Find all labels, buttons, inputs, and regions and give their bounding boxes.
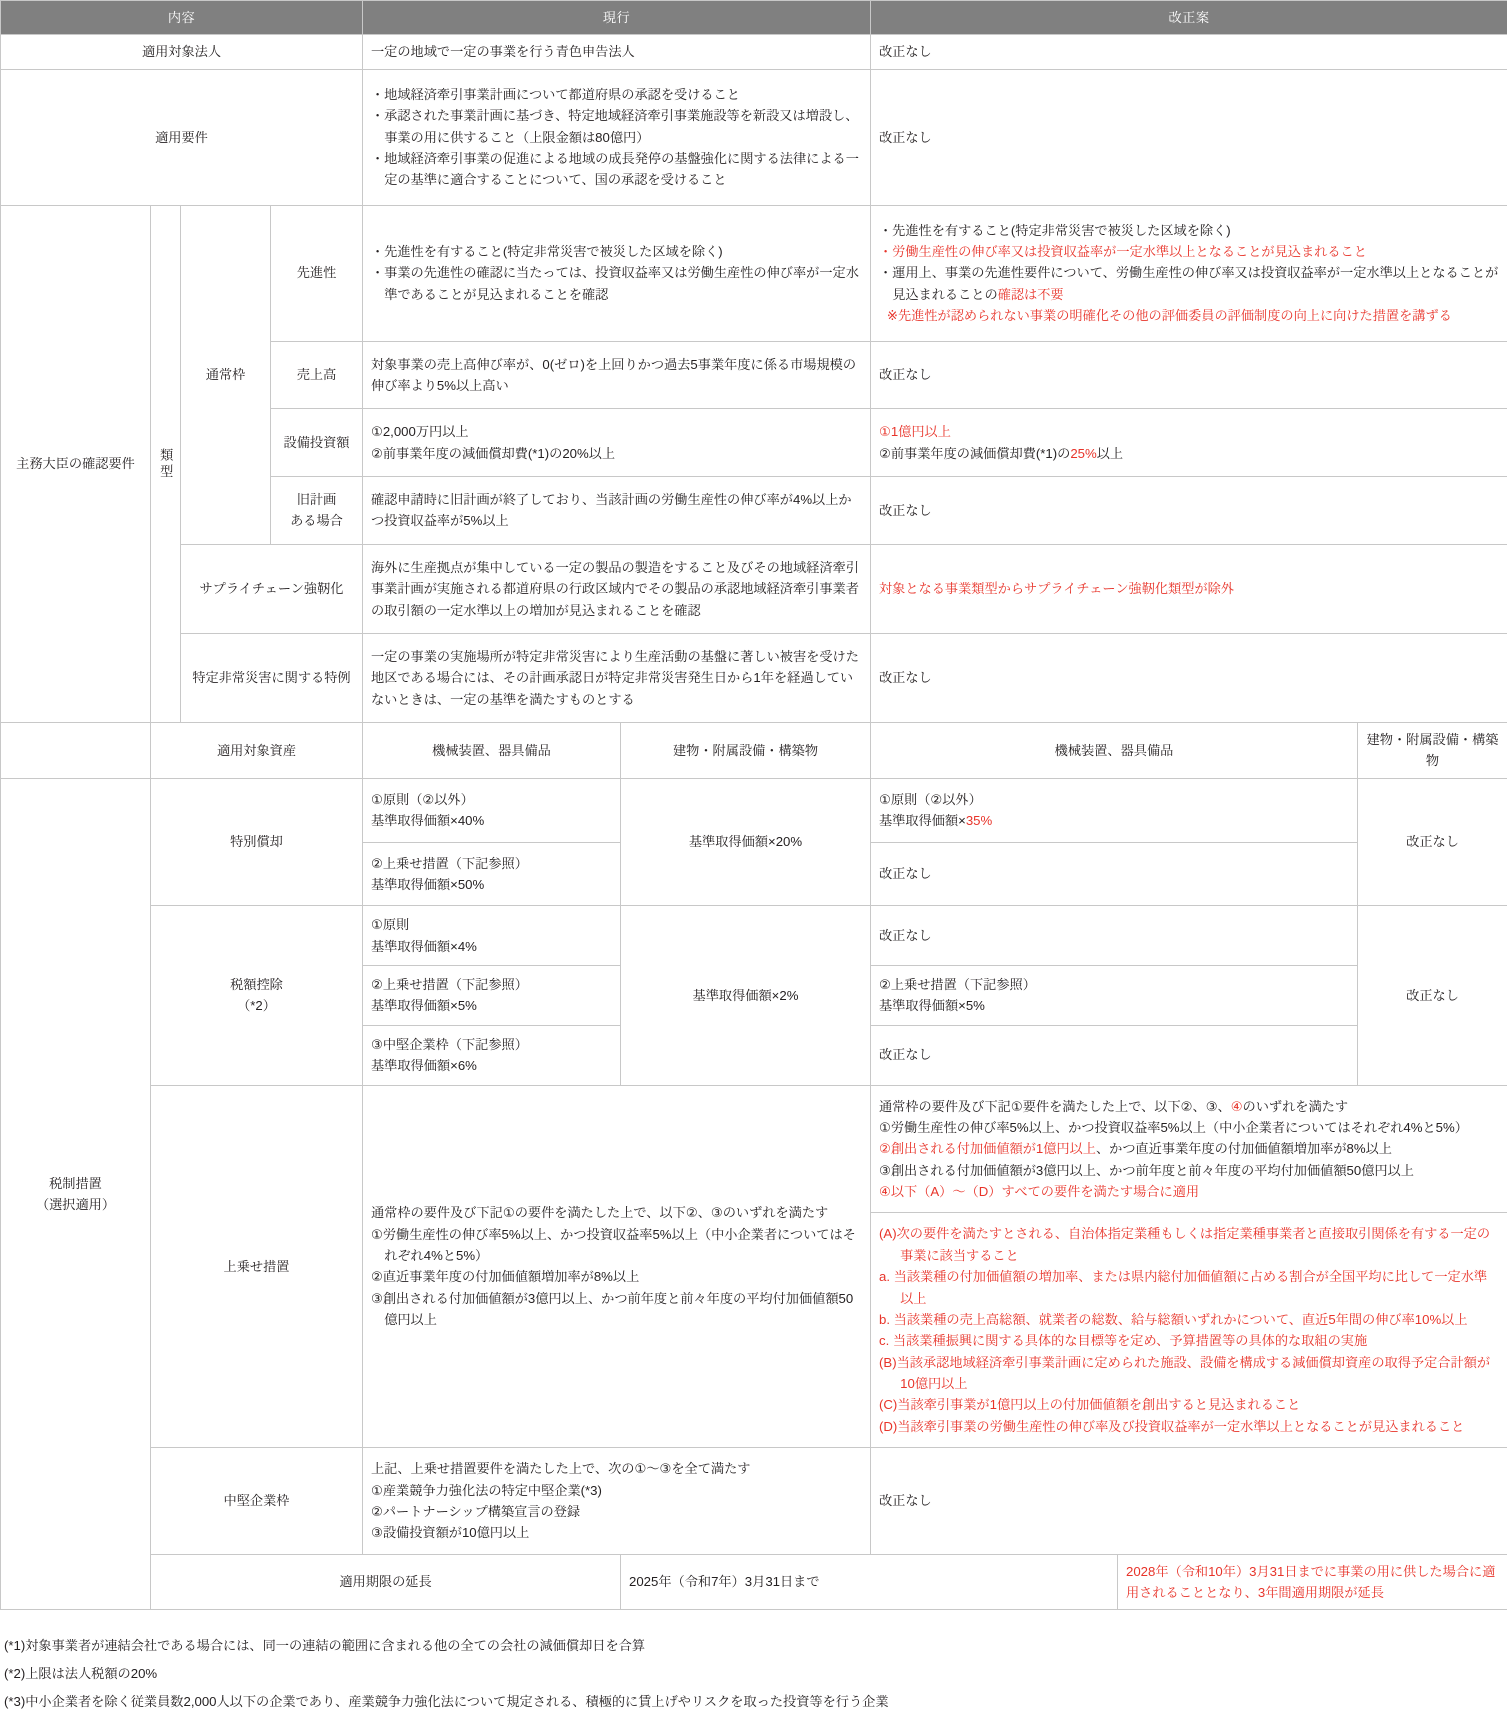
label-special-depreciation: 特別償却: [151, 778, 363, 906]
row-applicable-corporation: [1, 35, 1507, 69]
footnotes: [4, 1632, 1507, 1715]
tc-cur-m-4: 基準取得価額×5%: [371, 995, 612, 1016]
current-special-dep-machinery-2: [363, 842, 621, 906]
bm-prop-3b: 、かつ直近事業年度の付加価値額増加率が8%以上: [1096, 1141, 1392, 1156]
proposal-special-dep-buildings: 改正なし: [1358, 778, 1507, 906]
capex-prop-2a: ②前事業年度の減価償却費(*1)の: [879, 446, 1070, 461]
capex-prop-2c: 以上: [1097, 446, 1123, 461]
req-line-2: ・承認された事業計画に基づき、特定地域経済牽引事業施設等を新設又は増設し、事業の用に供すること（上限金額は80億円）: [371, 105, 862, 148]
bm-prop-c: c. 当該業種振興に関する具体的な目標等を定め、予算措置等の具体的な取組の実施: [879, 1330, 1499, 1351]
capex-prop-1: ①1億円以上: [879, 421, 1499, 442]
row-midsize-frame: [1, 1448, 1507, 1555]
proposal-old-plan: 改正なし: [871, 477, 1507, 545]
current-bonus-measure: [363, 1085, 871, 1448]
tc-cur-m-2: 基準取得価額×4%: [371, 936, 612, 957]
current-applicable-corporation: 一定の地域で一定の事業を行う青色申告法人: [363, 35, 871, 69]
bm-cur-1: 通常枠の要件及び下記①の要件を満たした上で、以下②、③のいずれを満たす: [371, 1202, 862, 1223]
bm-prop-1: [879, 1096, 1499, 1117]
capex-prop-2b: 25%: [1070, 446, 1096, 461]
proposal-deadline-extension: 2028年（令和10年）3月31日までに事業の用に供した場合に適用されることとなり、3年間適用期限が延長: [1118, 1554, 1507, 1610]
row-special-depreciation-a: [1, 778, 1507, 842]
current-advanced: [363, 205, 871, 341]
current-sales: 対象事業の売上高伸び率が、0(ゼロ)を上回りかつ過去5事業年度に係る市場規模の伸び率より5%以上高い: [363, 341, 871, 409]
proposal-disaster-special: 改正なし: [871, 633, 1507, 722]
current-tax-credit-machinery-1: [363, 906, 621, 966]
assets-proposal-buildings: 建物・附属設備・構築物: [1358, 723, 1507, 779]
bm-cur-3: ②直近事業年度の付加価値額増加率が8%以上: [371, 1266, 862, 1287]
bm-prop-1c: のいずれを満たす: [1243, 1099, 1349, 1114]
label-applicable-assets: 適用対象資産: [151, 723, 363, 779]
advanced-prop-4: ※先進性が認められない事業の明確化その他の評価委員の評価制度の向上に向けた措置を講ずる: [879, 305, 1499, 326]
proposal-special-dep-machinery-2: 改正なし: [871, 842, 1358, 906]
bm-prop-4: ③創出される付加価値額が3億円以上、かつ前年度と前々年度の平均付加価値額50億円以上: [879, 1160, 1499, 1181]
header-content: 内容: [1, 1, 363, 35]
row-applicable-requirements: [1, 69, 1507, 205]
proposal-tax-credit-machinery-3: 改正なし: [871, 1025, 1358, 1085]
proposal-advanced: [871, 205, 1507, 341]
bm-prop-5: ④以下（A）～（D）すべての要件を満たす場合に適用: [879, 1181, 1499, 1202]
label-midsize-frame: 中堅企業枠: [151, 1448, 363, 1555]
proposal-tax-credit-machinery-1: 改正なし: [871, 906, 1358, 966]
tc-cur-m-3: ②上乗せ措置（下記参照）: [371, 974, 612, 995]
advanced-cur-1: ・先進性を有すること(特定非常災害で被災した区域を除く): [371, 241, 862, 262]
label-normal-frame: 通常枠: [181, 205, 271, 544]
current-midsize-frame: [363, 1448, 871, 1555]
tax-measures-l1: 税制措置: [9, 1173, 142, 1194]
tc-prop-m-2a: ②上乗せ措置（下記参照）: [879, 974, 1349, 995]
current-tax-credit-machinery-3: [363, 1025, 621, 1085]
label-type-vertical: [151, 205, 181, 722]
bm-prop-b: b. 当該業種の売上高総額、就業者の総数、給与総額いずれかについて、直近5年間の伸び率10%以上: [879, 1309, 1499, 1330]
bm-cur-2: ①労働生産性の伸び率5%以上、かつ投資収益率5%以上（中小企業者についてはそれぞれ4%と5%）: [371, 1224, 862, 1267]
label-tax-measures: [1, 778, 151, 1610]
sd-cur-m-4: 基準取得価額×50%: [371, 874, 612, 895]
label-minister-confirmation: 主務大臣の確認要件: [1, 205, 151, 722]
footnote-2: (*2)上限は法人税額の20%: [4, 1660, 1507, 1688]
header-current: 現行: [363, 1, 871, 35]
tax-credit-l2: （*2）: [159, 995, 354, 1016]
current-capex: [363, 409, 871, 477]
type-vertical-text: 類型: [155, 448, 176, 480]
tax-measures-l2: （選択適用）: [9, 1194, 142, 1215]
bm-prop-C: (C)当該牽引事業が1億円以上の付加価値額を創出すると見込まれること: [879, 1394, 1499, 1415]
advanced-prop-1: ・先進性を有すること(特定非常災害で被災した区域を除く): [879, 220, 1499, 241]
bm-prop-A: (A)次の要件を満たすとされる、自治体指定業種もしくは指定業種事業者と直接取引関係を有する一定の事業に該当すること: [879, 1223, 1499, 1266]
advanced-prop-3: [879, 262, 1499, 305]
label-capex: 設備投資額: [271, 409, 363, 477]
assets-current-machinery: 機械装置、器具備品: [363, 723, 621, 779]
proposal-bonus-measure-bottom: [871, 1213, 1507, 1448]
sd-prop-m-2b: 35%: [966, 813, 992, 828]
proposal-sales: 改正なし: [871, 341, 1507, 409]
old-plan-l1: 旧計画: [279, 489, 354, 510]
mf-cur-1: 上記、上乗せ措置要件を満たした上で、次の①～③を全て満たす: [371, 1458, 862, 1479]
proposal-capex: [871, 409, 1507, 477]
label-bonus-measure: 上乗せ措置: [151, 1085, 363, 1448]
footnote-1: (*1)対象事業者が連結会社である場合には、同一の連結の範囲に含まれる他の全ての会社の減価償却日を合算: [4, 1632, 1507, 1660]
bm-prop-1b: ④: [1231, 1099, 1243, 1114]
mf-cur-2: ①産業競争力強化法の特定中堅企業(*3): [371, 1480, 862, 1501]
capex-cur-1: ①2,000万円以上: [371, 421, 862, 442]
row-applicable-assets-header: [1, 723, 1507, 779]
advanced-cur-2: ・事業の先進性の確認に当たっては、投資収益率又は労働生産性の伸び率が一定水準であることが見込まれることを確認: [371, 262, 862, 305]
label-disaster-special: 特定非常災害に関する特例: [181, 633, 363, 722]
row-tax-credit-a: [1, 906, 1507, 966]
sd-cur-m-2: 基準取得価額×40%: [371, 810, 612, 831]
assets-spacer: [1, 723, 151, 779]
row-advanced: [1, 205, 1507, 341]
proposal-tax-credit-machinery-2: [871, 966, 1358, 1026]
capex-prop-2: [879, 443, 1499, 464]
capex-cur-2: ②前事業年度の減価償却費(*1)の20%以上: [371, 443, 862, 464]
bm-prop-D: (D)当該牽引事業の労働生産性の伸び率及び投資収益率が一定水準以上となることが見込まれること: [879, 1416, 1499, 1437]
advanced-prop-3a: ・運用上、事業の先進性要件について、労働生産性の伸び率又は投資収益率が一定水準以上となることが見込まれることの: [879, 265, 1498, 301]
label-applicable-corporation: 適用対象法人: [1, 35, 363, 69]
req-line-3: ・地域経済牽引事業の促進による地域の成長発停の基盤強化に関する法律による一定の基準に適合することについて、国の承認を受けること: [371, 148, 862, 191]
footnote-3: (*3)中小企業者を除く従業員数2,000人以下の企業であり、産業競争力強化法について規定される、積極的に賃上げやリスクを取った投資等を行う企業: [4, 1688, 1507, 1716]
current-applicable-requirements: [363, 69, 871, 205]
assets-proposal-machinery: 機械装置、器具備品: [871, 723, 1358, 779]
proposal-tax-credit-buildings: 改正なし: [1358, 906, 1507, 1085]
proposal-applicable-requirements: 改正なし: [871, 69, 1507, 205]
sd-cur-m-3: ②上乗せ措置（下記参照）: [371, 853, 612, 874]
label-old-plan: [271, 477, 363, 545]
label-advanced: 先進性: [271, 205, 363, 341]
label-deadline-extension: 適用期限の延長: [151, 1554, 621, 1610]
tc-cur-m-1: ①原則: [371, 914, 612, 935]
sd-prop-m-2: [879, 810, 1349, 831]
row-supply-chain: [1, 544, 1507, 633]
mf-cur-4: ③設備投資額が10億円以上: [371, 1522, 862, 1543]
table-header-row: [1, 1, 1507, 35]
row-deadline-extension: [1, 1554, 1507, 1610]
current-special-dep-buildings: 基準取得価額×20%: [621, 778, 871, 906]
current-disaster-special: 一定の事業の実施場所が特定非常災害により生産活動の基盤に著しい被害を受けた地区である場合には、その計画承認日が特定非常災害発生日から1年を経過していないときは、一定の基準を満たすものとする: [363, 633, 871, 722]
current-deadline-extension: 2025年（令和7年）3月31日まで: [621, 1554, 1118, 1610]
old-plan-l2: ある場合: [279, 510, 354, 531]
proposal-applicable-corporation: 改正なし: [871, 35, 1507, 69]
sd-prop-m-1: ①原則（②以外）: [879, 789, 1349, 810]
current-special-dep-machinery-1: [363, 778, 621, 842]
assets-current-buildings: 建物・附属設備・構築物: [621, 723, 871, 779]
tc-cur-m-6: 基準取得価額×6%: [371, 1055, 612, 1076]
label-tax-credit: [151, 906, 363, 1085]
bm-cur-4: ③創出される付加価値額が3億円以上、かつ前年度と前々年度の平均付加価値額50億円以上: [371, 1288, 862, 1331]
proposal-supply-chain: 対象となる事業類型からサプライチェーン強靭化類型が除外: [871, 544, 1507, 633]
row-bonus-measure-a: [1, 1085, 1507, 1213]
current-tax-credit-buildings: 基準取得価額×2%: [621, 906, 871, 1085]
advanced-prop-2: ・労働生産性の伸び率又は投資収益率が一定水準以上となることが見込まれること: [879, 241, 1499, 262]
current-supply-chain: 海外に生産拠点が集中している一定の製品の製造をすること及びその地域経済牽引事業計画が実施される都道府県の行政区域内でその製品の承認地域経済牽引事業者の取引額の一定水準以上の増加が見込まれることを確認: [363, 544, 871, 633]
bm-prop-1a: 通常枠の要件及び下記①要件を満たした上で、以下②、③、: [879, 1099, 1231, 1114]
bm-prop-3: [879, 1138, 1499, 1159]
proposal-special-dep-machinery-1: [871, 778, 1358, 842]
proposal-bonus-measure-top: [871, 1085, 1507, 1213]
mf-cur-3: ②パートナーシップ構築宣言の登録: [371, 1501, 862, 1522]
tc-cur-m-5: ③中堅企業枠（下記参照）: [371, 1034, 612, 1055]
proposal-midsize-frame: 改正なし: [871, 1448, 1507, 1555]
bm-prop-2: ①労働生産性の伸び率5%以上、かつ投資収益率5%以上（中小企業者についてはそれぞれ4%と5%）: [879, 1117, 1499, 1138]
sd-cur-m-1: ①原則（②以外）: [371, 789, 612, 810]
tax-credit-l1: 税額控除: [159, 974, 354, 995]
bm-prop-3a: ②創出される付加価値額が1億円以上: [879, 1141, 1096, 1156]
row-disaster-special: [1, 633, 1507, 722]
current-old-plan: 確認申請時に旧計画が終了しており、当該計画の労働生産性の伸び率が4%以上かつ投資収益率が5%以上: [363, 477, 871, 545]
sd-prop-m-2a: 基準取得価額×: [879, 813, 966, 828]
label-applicable-requirements: 適用要件: [1, 69, 363, 205]
req-line-1: ・地域経済牽引事業計画について都道府県の承認を受けること: [371, 84, 862, 105]
label-sales: 売上高: [271, 341, 363, 409]
label-supply-chain: サプライチェーン強靭化: [181, 544, 363, 633]
advanced-prop-3b: 確認は不要: [998, 287, 1064, 302]
current-tax-credit-machinery-2: [363, 966, 621, 1026]
tc-prop-m-2b: 基準取得価額×5%: [879, 995, 1349, 1016]
header-proposal: 改正案: [871, 1, 1507, 35]
bm-prop-a: a. 当該業種の付加価値額の増加率、または県内総付加価値額に占める割合が全国平均に比して一定水準以上: [879, 1266, 1499, 1309]
bm-prop-B: (B)当該承認地域経済牽引事業計画に定められた施設、設備を構成する減価償却資産の取得予定合計額が10億円以上: [879, 1352, 1499, 1395]
